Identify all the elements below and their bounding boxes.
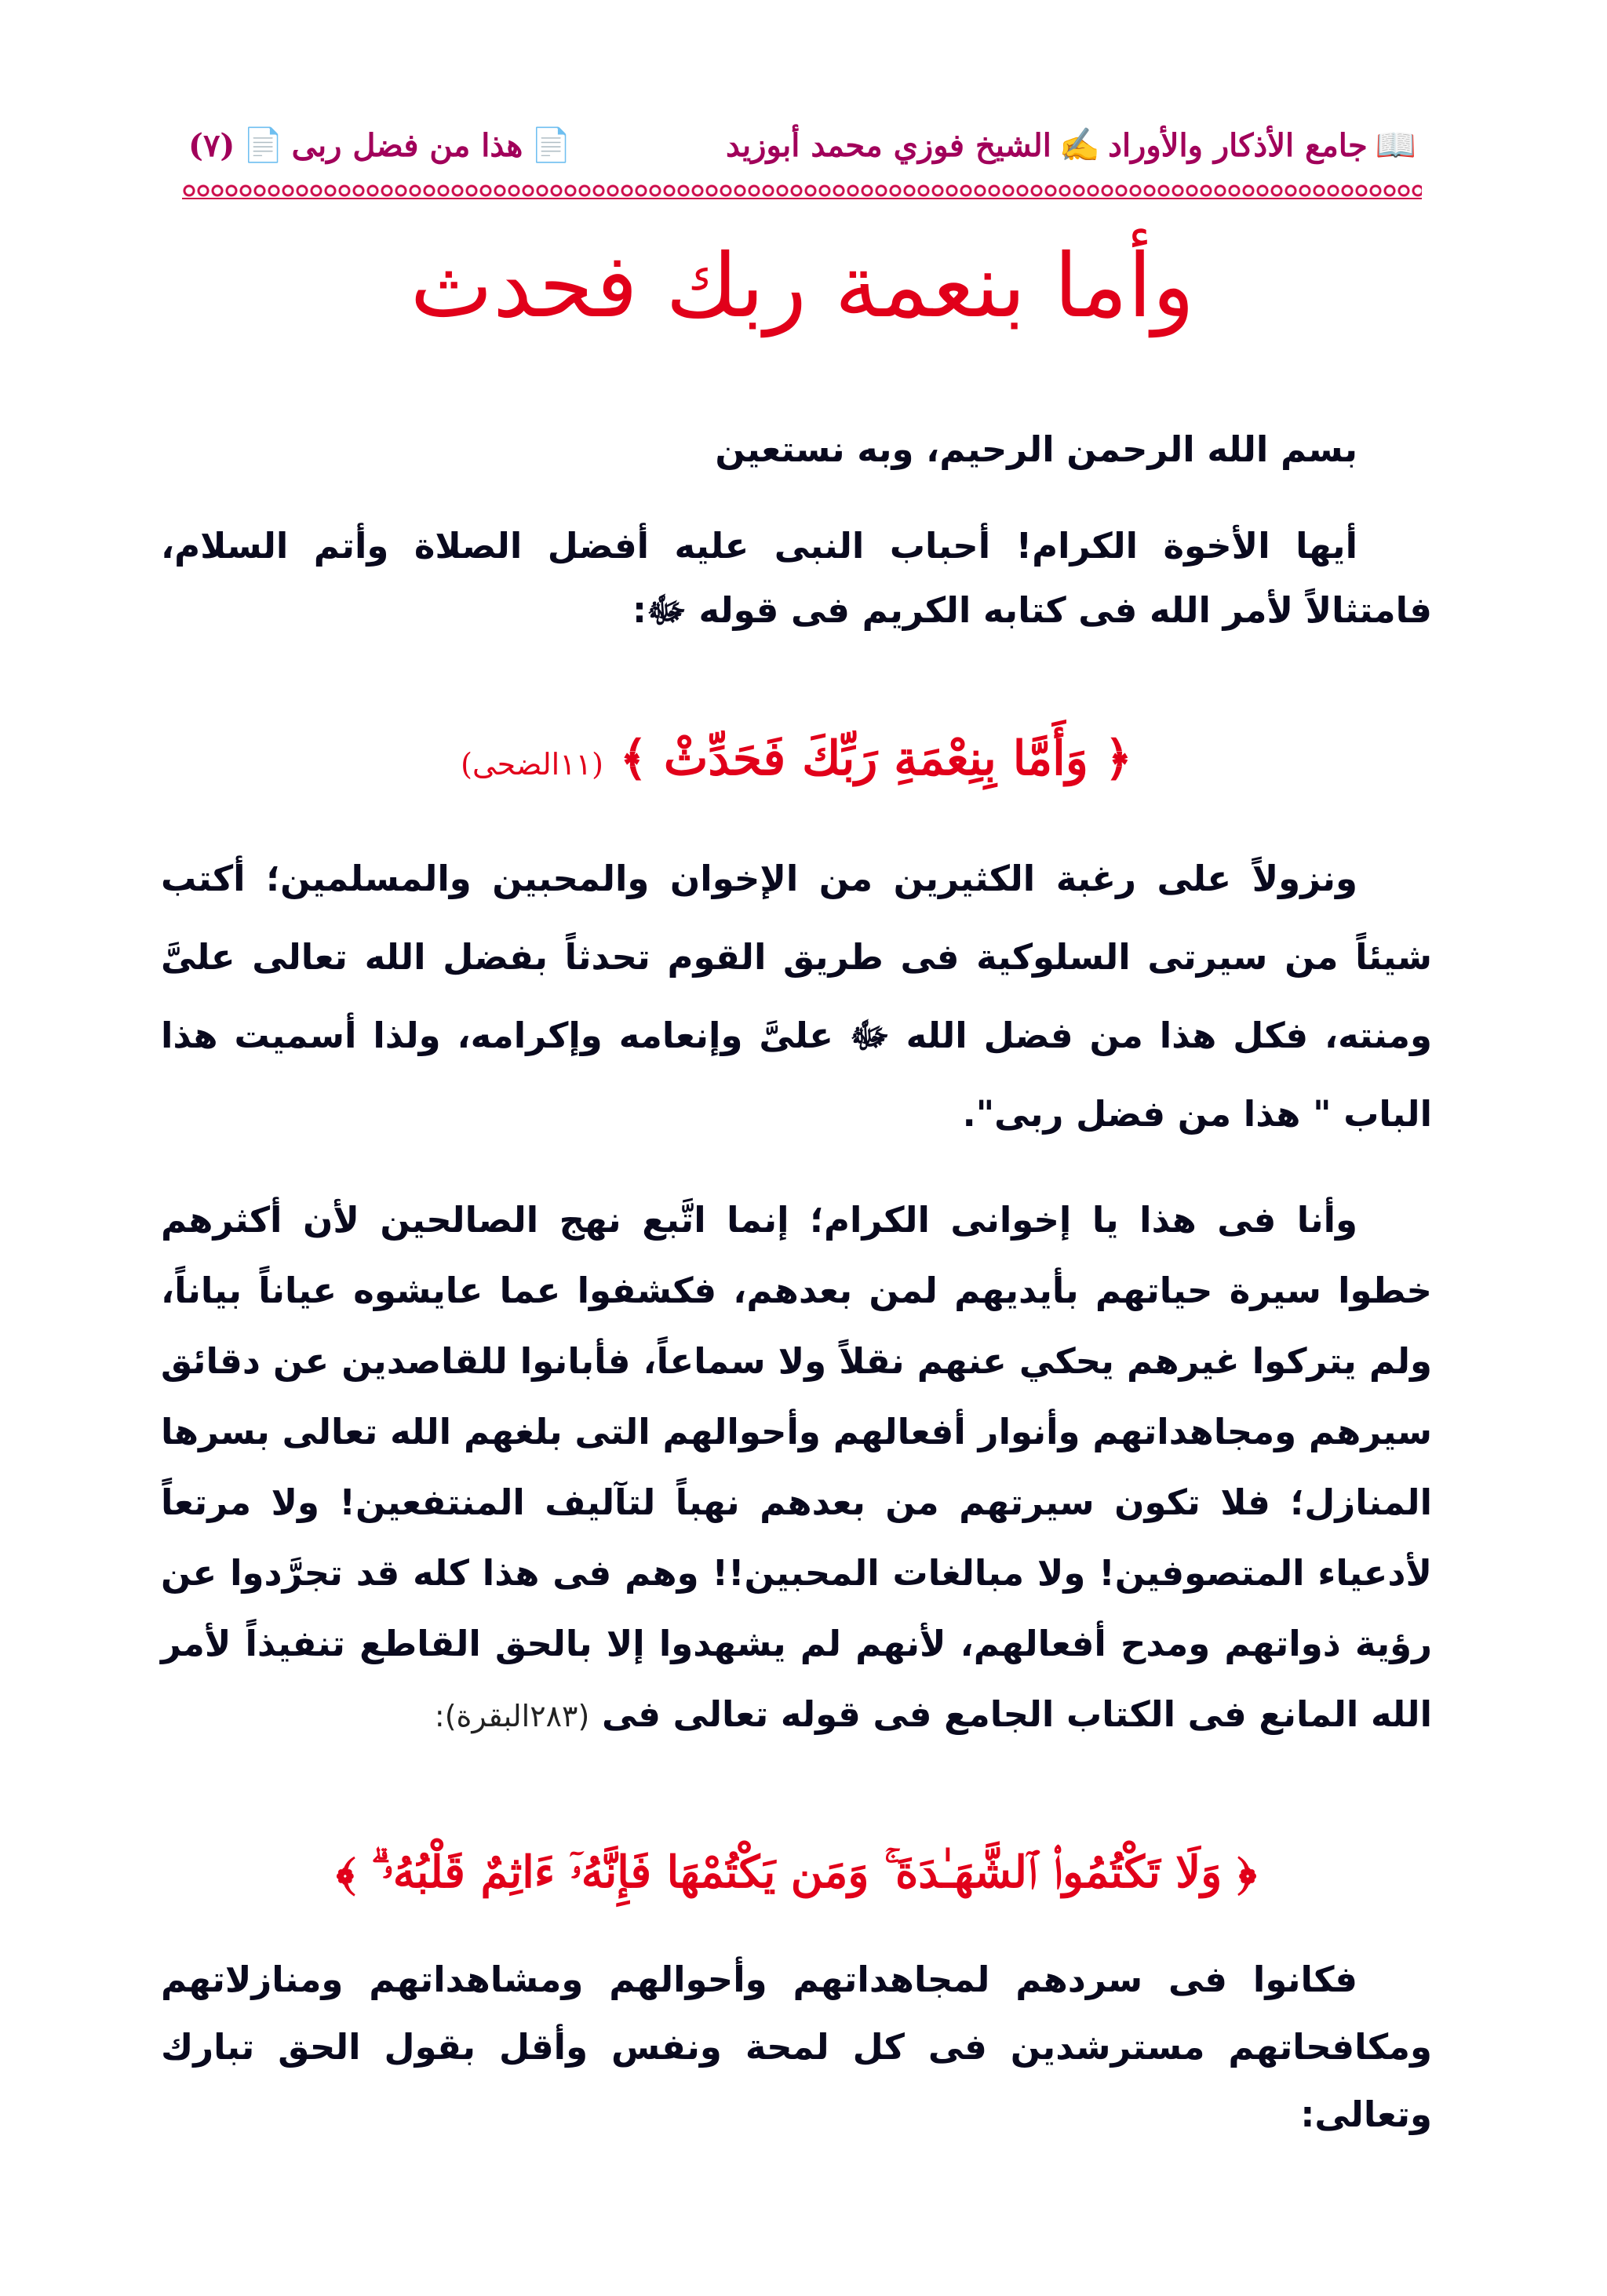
header-page-number: (٧) [188,126,235,164]
paragraph-purpose [161,840,1432,1153]
page-header [188,118,1416,173]
header-book-title [726,126,1416,165]
verse-reference: (١١الضحى) [461,747,603,782]
purpose-text: ونزولاً على رغبة الكثيرين من الإخوان والمحبين والمسلمين؛ أكتب شيئاً من سيرتى السلوكية فى طريق القوم تحدثاً بفضل الله تعالى علىَّ ومنته، فكل هذا من فضل الله ﷻ علىَّ وإنعامه وإكرامه، ولذا أسميت هذا الباب " هذا من فضل ربى". [161,858,1432,1135]
righteous-text [161,1185,1432,1751]
book-icon: 📖 [1375,126,1416,164]
verse-text: وَلَا تَكْتُمُوا۟ ٱلشَّهَـٰدَةَ ۚ وَمَن يَكْتُمْهَا فَإِنَّهُۥٓ ءَاثِمٌ قَلْبُهُۥ ۗ [370,1846,1223,1898]
header-author-label: الشيخ فوزي محمد أبوزيد [726,126,1051,164]
verse-close-bracket: ﴾ [619,731,647,786]
paragraph-basmala [161,412,1432,487]
paragraph-intro [161,514,1432,643]
verse-open-bracket: ﴿ [1237,1846,1257,1898]
pen-icon: ✍ [1059,126,1101,164]
intro-text: أيها الأخوة الكرام! أحباب النبى عليه أفضل الصلاة وأتم السلام، فامتثالاً لأمر الله فى كتابه الكريم فى قوله ﷻ: [161,525,1432,631]
verse-close-bracket: ﴾ [336,1846,356,1898]
header-section-title [188,126,572,165]
basmala-text: بسم الله الرحمن الرحيم، وبه نستعين [715,428,1357,470]
page-title: وأما بنعمة ربك فحدث [410,235,1195,337]
document-icon: 📄 [530,126,572,164]
righteous-body: وأنا فى هذا يا إخوانى الكرام؛ إنما اتَّبع نهج الصالحين لأن أكثرهم خطوا سيرة حياتهم بأيديهم لمن بعدهم، فكشفوا عما عايشوه عياناً بياناً، ولم يتركوا غيرهم يحكي عنهم نقلاً ولا سماعاً، فأبانوا للقاصدين عن دقائق سيرهم ومجاهداتهم وأنوار أفعالهم وأحوالهم التى بلغهم الله تعالى بسرها المنازل؛ فلا تكون سيرتهم من بعدهم نهباً لتآليف المنتفعين! ولا مرتعاً لأدعياء المتصوفين! ولا مبالغات المحبين!! وهم فى هذا كله قد تجرَّدوا عن رؤية ذواتهم ومدح أفعالهم، لأنهم لم يشهدوا إلا بالحق القاطع تنفيذاً لأمر الله المانع فى الكتاب الجامع فى قوله تعالى فى [161,1199,1432,1735]
quran-verse-duha [161,723,1432,800]
ornamental-divider [182,182,1422,199]
paragraph-closing [161,1946,1432,2148]
verse-text: وَأَمَّا بِنِعْمَةِ رَبِّكَ فَحَدِّثْ [663,731,1088,786]
baqara-reference: (٢٨٣البقرة): [434,1699,590,1733]
quran-verse-baqara [161,1836,1432,1908]
closing-text: فكانوا فى سردهم لمجاهداتهم وأحوالهم ومشاهداتهم ومنازلاتهم ومكافحاتهم مسترشدين فى كل لمحة ونفس وأقل بقول الحق تبارك وتعالى: [161,1959,1432,2135]
header-section-label: هذا من فضل ربى [291,126,523,164]
document-icon: 📄 [242,126,284,164]
verse-open-bracket: ﴿ [1104,731,1132,786]
header-book-label: جامع الأذكار والأوراد [1108,126,1368,164]
paragraph-righteous [161,1185,1432,1751]
